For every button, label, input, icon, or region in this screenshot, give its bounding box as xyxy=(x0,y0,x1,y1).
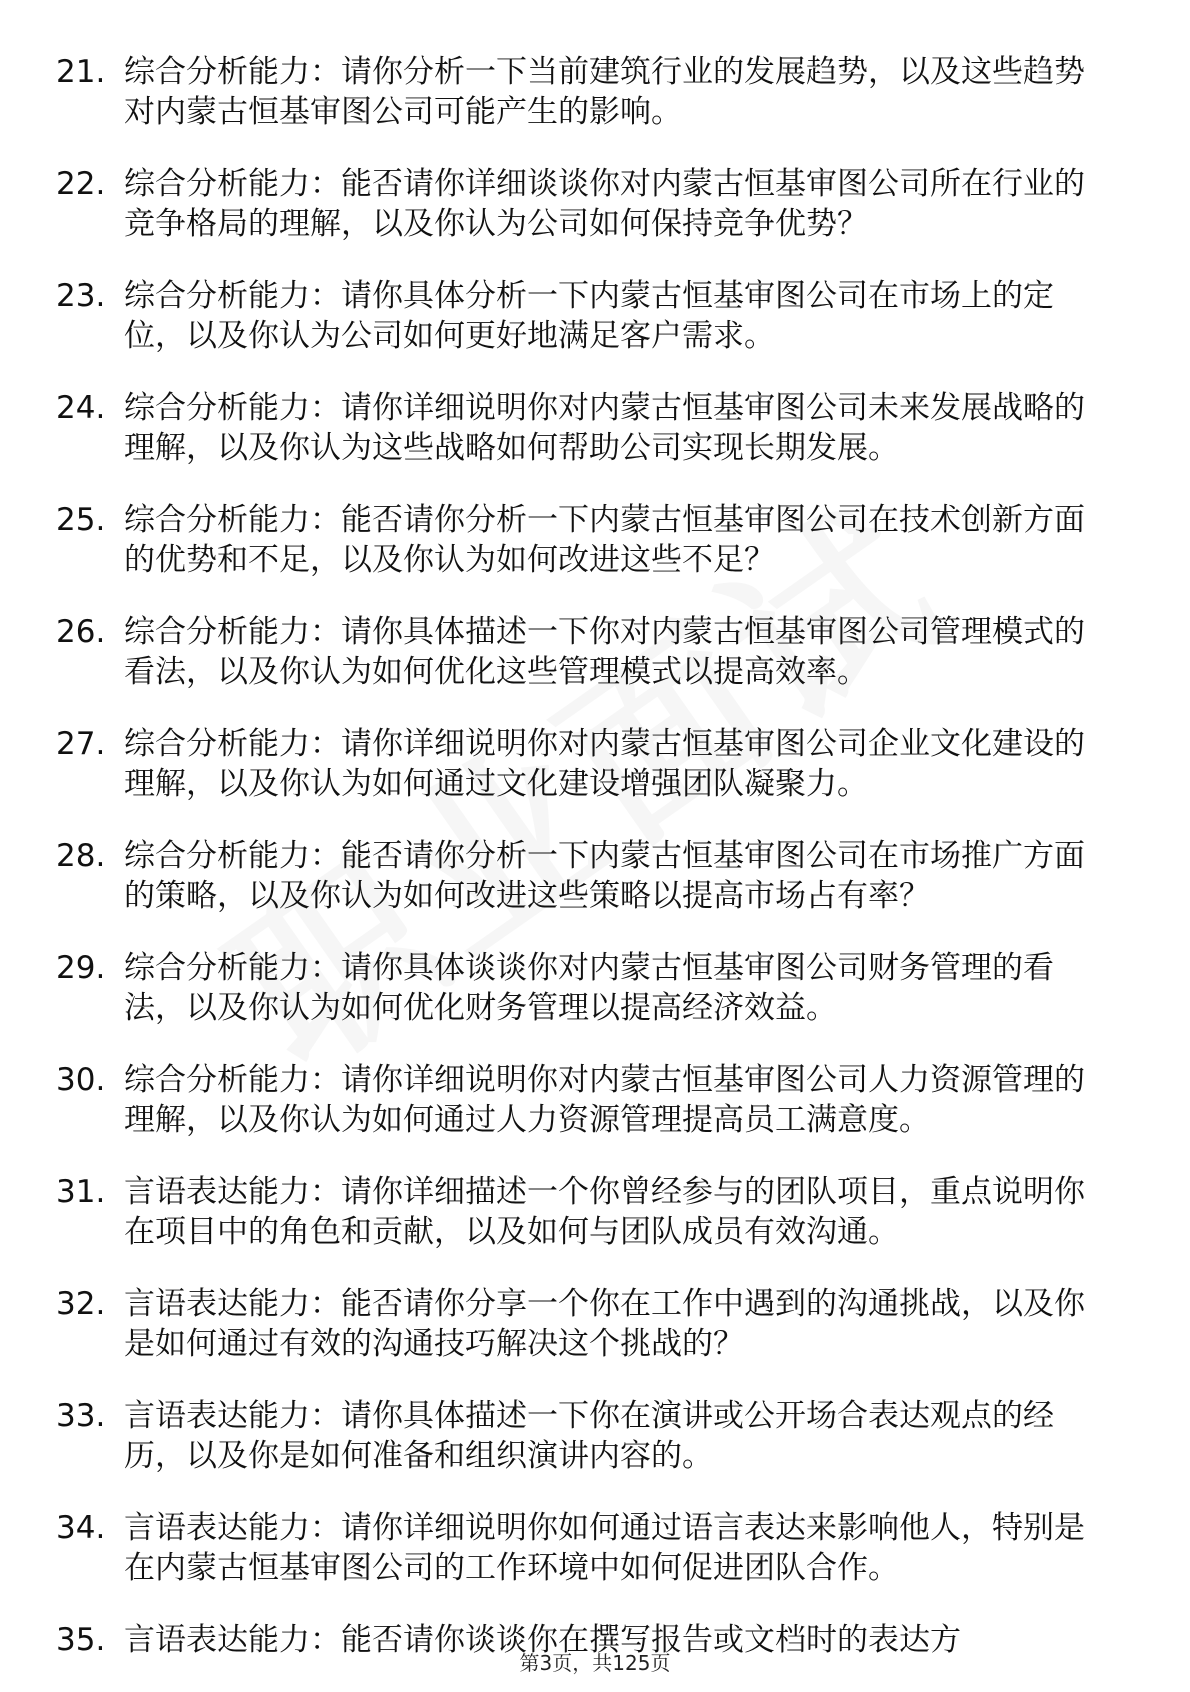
question-text: 综合分析能力：请你分析一下当前建筑行业的发展趋势，以及这些趋势对内蒙古恒基审图公司可能产生的影响。 xyxy=(124,54,1085,130)
question-item-33 xyxy=(56,1396,1136,1476)
question-text: 言语表达能力：能否请你分享一个你在工作中遇到的沟通挑战，以及你是如何通过有效的沟通技巧解决这个挑战的？ xyxy=(124,1286,1085,1362)
question-item-21 xyxy=(56,52,1136,132)
question-item-30 xyxy=(56,1060,1136,1140)
question-item-26 xyxy=(56,612,1136,692)
question-text: 综合分析能力：能否请你分析一下内蒙古恒基审图公司在技术创新方面的优势和不足，以及你认为如何改进这些不足？ xyxy=(124,502,1085,578)
question-item-29 xyxy=(56,948,1136,1028)
question-item-27 xyxy=(56,724,1136,804)
question-number: 23. xyxy=(56,278,106,314)
question-number: 32. xyxy=(56,1286,106,1322)
question-number: 34. xyxy=(56,1510,106,1546)
page-number-footer: 第3页，共125页 xyxy=(519,1651,671,1675)
question-text: 综合分析能力：能否请你详细谈谈你对内蒙古恒基审图公司所在行业的竞争格局的理解，以及你认为公司如何保持竞争优势？ xyxy=(124,166,1085,242)
question-number: 33. xyxy=(56,1398,106,1434)
question-item-25 xyxy=(56,500,1136,580)
question-item-22 xyxy=(56,164,1136,244)
question-text: 言语表达能力：请你具体描述一下你在演讲或公开场合表达观点的经历，以及你是如何准备和组织演讲内容的。 xyxy=(124,1398,1054,1474)
question-text: 言语表达能力：能否请你谈谈你在撰写报告或文档时的表达方 xyxy=(124,1622,961,1658)
question-number: 25. xyxy=(56,502,106,538)
question-item-24 xyxy=(56,388,1136,468)
question-text: 综合分析能力：请你详细说明你对内蒙古恒基审图公司人力资源管理的理解，以及你认为如何通过人力资源管理提高员工满意度。 xyxy=(124,1062,1085,1138)
question-text: 综合分析能力：能否请你分析一下内蒙古恒基审图公司在市场推广方面的策略，以及你认为如何改进这些策略以提高市场占有率？ xyxy=(124,838,1085,914)
question-text: 综合分析能力：请你具体分析一下内蒙古恒基审图公司在市场上的定位，以及你认为公司如何更好地满足客户需求。 xyxy=(124,278,1054,354)
question-item-32 xyxy=(56,1284,1136,1364)
question-number: 31. xyxy=(56,1174,106,1210)
question-text: 综合分析能力：请你详细说明你对内蒙古恒基审图公司未来发展战略的理解，以及你认为这些战略如何帮助公司实现长期发展。 xyxy=(124,390,1085,466)
question-text: 言语表达能力：请你详细说明你如何通过语言表达来影响他人，特别是在内蒙古恒基审图公司的工作环境中如何促进团队合作。 xyxy=(124,1510,1085,1586)
question-text: 综合分析能力：请你具体描述一下你对内蒙古恒基审图公司管理模式的看法，以及你认为如何优化这些管理模式以提高效率。 xyxy=(124,614,1085,690)
question-text: 综合分析能力：请你详细说明你对内蒙古恒基审图公司企业文化建设的理解，以及你认为如何通过文化建设增强团队凝聚力。 xyxy=(124,726,1085,802)
question-item-34 xyxy=(56,1508,1136,1588)
question-number: 21. xyxy=(56,54,106,90)
question-number: 24. xyxy=(56,390,106,426)
question-item-31 xyxy=(56,1172,1136,1252)
question-item-28 xyxy=(56,836,1136,916)
question-number: 27. xyxy=(56,726,106,762)
question-number: 30. xyxy=(56,1062,106,1098)
question-list xyxy=(56,52,1136,1692)
question-number: 22. xyxy=(56,166,106,202)
question-number: 26. xyxy=(56,614,106,650)
question-text: 综合分析能力：请你具体谈谈你对内蒙古恒基审图公司财务管理的看法，以及你认为如何优化财务管理以提高经济效益。 xyxy=(124,950,1054,1026)
question-text: 言语表达能力：请你详细描述一个你曾经参与的团队项目，重点说明你在项目中的角色和贡献，以及如何与团队成员有效沟通。 xyxy=(124,1174,1085,1250)
question-number: 35. xyxy=(56,1622,106,1658)
question-number: 29. xyxy=(56,950,106,986)
question-number: 28. xyxy=(56,838,106,874)
question-item-23 xyxy=(56,276,1136,356)
